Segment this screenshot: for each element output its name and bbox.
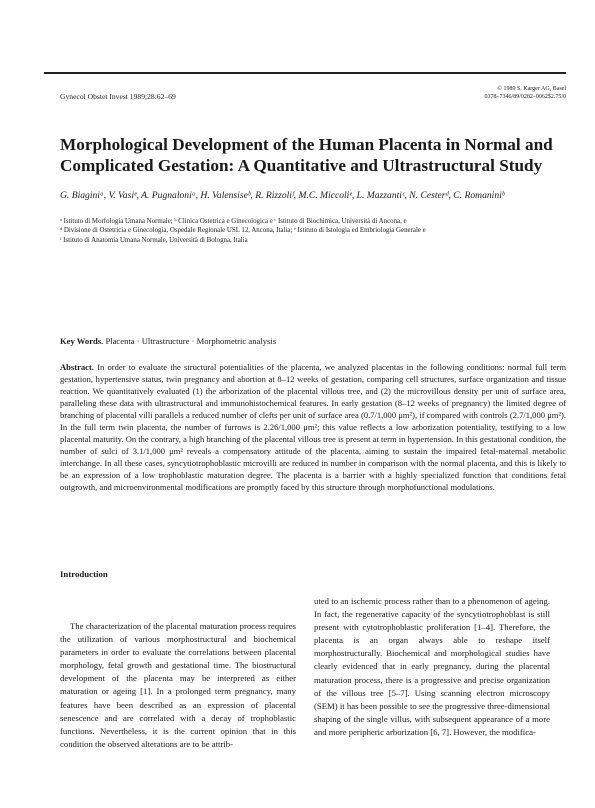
author-list: G. Biaginiᵃ, V. Vasiᵉ, A. Pugnaloniᵃ, H. Valensiseᵇ, R. Rizzoliᶠ, M.C. Miccoliᵉ, L. Mazzantiᶜ, N. Cesterᵈ, C. Romaniniᵇ (60, 190, 505, 201)
affiliation-line: ᵃ Istituto di Morfologia Umana Normale; ᵇ Clinica Ostetrica e Ginecologica e ᶜ Istituto di Biochimica, Università di Ancona, e (60, 218, 407, 225)
issn-line: 0378–7346/89/0282–0062$2.75/0 (484, 94, 566, 100)
article-title: Morphological Development of the Human Placenta in Normal and Complicated Gestation: A Quantitative and Ultrastructural Study (60, 135, 553, 175)
intro-right-column: uted to an ischemic process rather than to a phenomenon of ageing. In fact, the regenerative capacity of the syncytiotrophoblast is still present with cytotrophoblastic proliferation [1–4]. Therefore, the placenta is an organ always able to reshape itself morphostructurally. Biochemical and morphological studies have clearly evidenced that in early pregnancy, during the placental maturation process, there is a progressive and precise organization of the villous tree [5–7]. Using scanning electron microscopy (SEM) it has been possible to see the progressive three-dimensional shaping of the single villus, with subsequent appearance of a more and more peripheric arborization [6, 7]. However, the modifica- (314, 596, 550, 737)
copyright-line: © 1989 S. Karger AG, Basel (497, 86, 566, 92)
keywords-text: Placenta · Ultrastructure · Morphometric analysis (105, 336, 277, 346)
abstract-label: Abstract. (60, 362, 94, 372)
keywords-label: Key Words. (60, 336, 104, 346)
keywords (60, 336, 276, 346)
intro-left-column: The characterization of the placental maturation process requires the utilization of various morphostructural and biochemical parameters in order to evaluate the correlations between placental morphology, fetal growth and gestational time. The biostructural development of the placenta may be interpreted as either maturation or ageing [1]. In a prolonged term pregnancy, many features have been described as an expression of placental senescence and are correlated with a decay of trophoblastic functions. Nevertheless, it is the current opinion that in this condition the observed alterations are to be attrib- (60, 621, 296, 749)
header-rule (44, 72, 566, 74)
abstract (60, 361, 566, 494)
affiliations (60, 217, 570, 245)
affiliation-line: ᵈ Divisione di Ostetricia e Ginecologia, Ospedale Regionale USL 12, Ancona, Italia; ᵉ Istituto di Istologia ed Embriologia Generale e (60, 227, 426, 235)
affiliation-line: ᶠ Istituto di Anatomia Umana Normale, Università di Bologna, Italia (60, 236, 248, 244)
journal-citation: Gynecol Obstet Invest 1989;28:62–69 (60, 92, 176, 101)
abstract-text: In order to evaluate the structural potentialities of the placenta, we analyzed placentas in the following conditions: normal full term gestation, hypertensive status, twin pregnancy and abortion at 8–12 weeks of gestation, comparing cell structures, surface organization and tissue reaction. We quantitatively evaluated (1) the arborization of the placental villous tree, and (2) the microvillous density per unit of surface area, paralleling these data with ultrastructural and immunohistochemical features. In early gestation (8–12 weeks of pregnancy) the limited degree of branching of placental villi parallels a reduced number of clefts per unit of surface area (0.7/1,000 μm²), if compared with controls (2.7/1,000 μm²). In the full term twin placenta, the number of furrows is 2.26/1,000 μm²; this value reflects a low arborization potentiality, testifying to a low placental maturity. On the contrary, a high branching of the placental villous tree is present at term in hypertension. In this gestational condition, the number of sulci of 3.1/1,000 μm² reveals a compensatory attitude of the placenta, aiming to sustain the impaired fetal-maternal metabolic interchange. In all these cases, syncytiotrophoblastic microvilli are reduced in number in comparison with the normal placenta, and this is likely to be an expression of a low trophoblastic maturation degree. The placenta is a barrier with a highly specialized function that conditions fetal outgrowth, and microenvironmental modifications are promptly faced by this structure through morphofunctional modulations. (60, 362, 566, 493)
copyright-notice (484, 85, 566, 101)
section-heading-introduction: Introduction (60, 569, 108, 579)
